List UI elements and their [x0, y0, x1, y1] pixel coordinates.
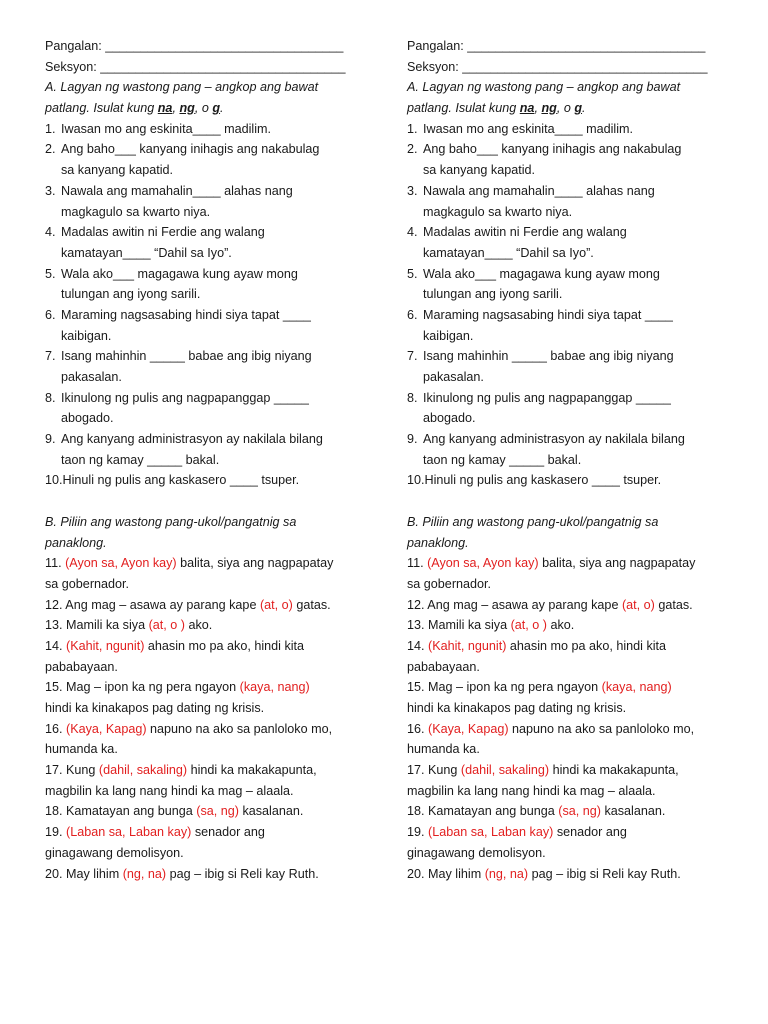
item-16-cont: humanda ka.: [45, 742, 118, 757]
spacer: [45, 491, 365, 512]
name-field: Pangalan: __________________________________: [45, 39, 344, 53]
item-2: 2. Ang baho___ kanyang inihagis ang nakabulag: [45, 142, 320, 157]
item-2-cont: sa kanyang kapatid.: [61, 163, 174, 178]
item-6-cont: kaibigan.: [61, 328, 112, 343]
item-10: 10.Hinuli ng pulis ang kaskasero ____ tsuper.: [45, 473, 300, 488]
item-4: 4. Madalas awitin ni Ferdie ang walang: [45, 225, 265, 240]
item-3: 3. Nawala ang mamahalin____ alahas nang: [407, 183, 655, 198]
section-field: Seksyon: ___________________________________: [45, 59, 346, 74]
item-9: 9. Ang kanyang administrasyon ay nakilala bilang: [45, 432, 323, 447]
item-4-cont: kamatayan____ “Dahil sa Iyo”.: [423, 245, 594, 260]
item-4: 4. Madalas awitin ni Ferdie ang walang: [407, 225, 627, 240]
spacer: [407, 491, 727, 512]
item-6-cont: kaibigan.: [423, 328, 474, 343]
item-2-cont: sa kanyang kapatid.: [423, 163, 536, 178]
item-19-cont: ginagawang demolisyon.: [45, 845, 184, 860]
item-8-cont: abogado.: [61, 411, 114, 426]
item-3-cont: magkagulo sa kwarto niya.: [423, 204, 573, 219]
item-18: 18. Kamatayan ang bunga (sa, ng) kasalanan.: [45, 804, 304, 819]
item-18: 18. Kamatayan ang bunga (sa, ng) kasalanan.: [407, 804, 666, 819]
item-12: 12. Ang mag – asawa ay parang kape (at, o) gatas.: [45, 597, 331, 612]
worksheet-right-column: [407, 36, 727, 884]
item-16: 16. (Kaya, Kapag) napuno na ako sa panloloko mo,: [407, 721, 695, 736]
item-20: 20. May lihim (ng, na) pag – ibig si Reli kay Ruth.: [45, 866, 319, 881]
item-14: 14. (Kahit, ngunit) ahasin mo pa ako, hindi kita: [407, 638, 667, 653]
item-9-cont: taon ng kamay _____ bakal.: [61, 452, 220, 467]
item-19-cont: ginagawang demolisyon.: [407, 845, 546, 860]
item-3: 3. Nawala ang mamahalin____ alahas nang: [45, 183, 293, 198]
item-7: 7. Isang mahinhin _____ babae ang ibig niyang: [45, 349, 312, 364]
item-15-cont: hindi ka kinakapos pag dating ng krisis.: [45, 701, 265, 715]
item-7-cont: pakasalan.: [61, 370, 122, 384]
item-5-cont: tulungan ang iyong sarili.: [61, 287, 201, 302]
item-11: 11. (Ayon sa, Ayon kay) balita, siya ang nagpapatay: [45, 556, 334, 571]
item-16-cont: humanda ka.: [407, 742, 480, 757]
item-15: 15. Mag – ipon ka ng pera ngayon (kaya, nang): [45, 680, 310, 695]
item-13: 13. Mamili ka siya (at, o ) ako.: [407, 618, 575, 633]
item-16: 16. (Kaya, Kapag) napuno na ako sa panloloko mo,: [45, 721, 333, 736]
item-5: 5. Wala ako___ magagawa kung ayaw mong: [45, 266, 298, 281]
part-b-instruction-line2: panaklong.: [45, 535, 107, 550]
item-11-cont: sa gobernador.: [45, 576, 130, 591]
item-15: 15. Mag – ipon ka ng pera ngayon (kaya, nang): [407, 680, 672, 695]
item-20: 20. May lihim (ng, na) pag – ibig si Reli kay Ruth.: [407, 866, 681, 881]
item-5: 5. Wala ako___ magagawa kung ayaw mong: [407, 266, 660, 281]
item-7: 7. Isang mahinhin _____ babae ang ibig niyang: [407, 349, 674, 364]
item-14: 14. (Kahit, ngunit) ahasin mo pa ako, hindi kita: [45, 638, 305, 653]
item-17-cont: magbilin ka lang nang hindi ka mag – alaala.: [407, 783, 656, 798]
item-13: 13. Mamili ka siya (at, o ) ako.: [45, 618, 213, 633]
item-1: 1. Iwasan mo ang eskinita____ madilim.: [45, 121, 272, 136]
item-15-cont: hindi ka kinakapos pag dating ng krisis.: [407, 701, 627, 715]
item-17-cont: magbilin ka lang nang hindi ka mag – alaala.: [45, 783, 294, 798]
part-b-instruction: B. Piliin ang wastong pang-ukol/pangatnig sa: [45, 514, 297, 529]
item-11-cont: sa gobernador.: [407, 576, 492, 591]
item-19: 19. (Laban sa, Laban kay) senador ang: [45, 825, 265, 840]
part-a-instruction-line2: patlang. Isulat kung na, ng, o g.: [45, 101, 224, 116]
item-6: 6. Maraming nagsasabing hindi siya tapat ____: [407, 307, 673, 322]
item-17: 17. Kung (dahil, sakaling) hindi ka makakapunta,: [407, 763, 679, 778]
item-10: 10.Hinuli ng pulis ang kaskasero ____ tsuper.: [407, 473, 662, 488]
item-8-cont: abogado.: [423, 411, 476, 426]
item-5-cont: tulungan ang iyong sarili.: [423, 287, 563, 302]
part-b-instruction: B. Piliin ang wastong pang-ukol/pangatnig sa: [407, 514, 659, 529]
part-a-instruction: A. Lagyan ng wastong pang – angkop ang bawat: [45, 80, 319, 95]
part-a-instruction: A. Lagyan ng wastong pang – angkop ang bawat: [407, 80, 681, 95]
item-6: 6. Maraming nagsasabing hindi siya tapat ____: [45, 307, 311, 322]
worksheet-left-column: [45, 36, 365, 884]
item-14-cont: pababayaan.: [407, 659, 480, 674]
item-9: 9. Ang kanyang administrasyon ay nakilala bilang: [407, 432, 685, 447]
part-a-instruction-line2: patlang. Isulat kung na, ng, o g.: [407, 101, 586, 116]
item-7-cont: pakasalan.: [423, 370, 484, 384]
item-1: 1. Iwasan mo ang eskinita____ madilim.: [407, 121, 634, 136]
section-field: Seksyon: ___________________________________: [407, 59, 708, 74]
item-9-cont: taon ng kamay _____ bakal.: [423, 452, 582, 467]
item-8: 8. Ikinulong ng pulis ang nagpapanggap _____: [45, 390, 309, 405]
item-8: 8. Ikinulong ng pulis ang nagpapanggap _____: [407, 390, 671, 405]
item-19: 19. (Laban sa, Laban kay) senador ang: [407, 825, 627, 840]
item-17: 17. Kung (dahil, sakaling) hindi ka makakapunta,: [45, 763, 317, 778]
item-12: 12. Ang mag – asawa ay parang kape (at, o) gatas.: [407, 597, 693, 612]
item-3-cont: magkagulo sa kwarto niya.: [61, 204, 211, 219]
item-14-cont: pababayaan.: [45, 659, 118, 674]
part-b-instruction-line2: panaklong.: [407, 535, 469, 550]
name-field: Pangalan: __________________________________: [407, 39, 706, 53]
item-2: 2. Ang baho___ kanyang inihagis ang nakabulag: [407, 142, 682, 157]
item-11: 11. (Ayon sa, Ayon kay) balita, siya ang nagpapatay: [407, 556, 696, 571]
item-4-cont: kamatayan____ “Dahil sa Iyo”.: [61, 245, 232, 260]
